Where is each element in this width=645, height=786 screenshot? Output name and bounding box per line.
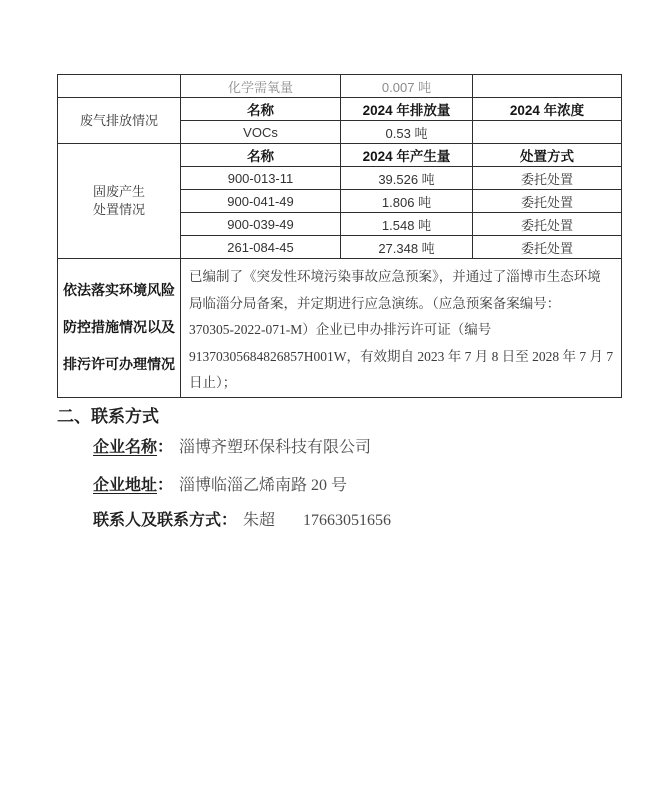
cell-cod-name: 化学需氧量	[181, 75, 341, 98]
header-wastegas-amount: 2024 年排放量	[341, 98, 473, 121]
cell-waste-amount: 27.348 吨	[341, 236, 473, 259]
section-label-solid-waste-line2: 处置情况	[92, 202, 145, 217]
contact-person-phone: 17663051656	[303, 512, 392, 529]
contact-section-heading: 二、联系方式	[57, 407, 159, 426]
header-wastegas-name: 名称	[181, 98, 341, 121]
cell-waste-method: 委托处置	[473, 213, 622, 236]
company-name-colon: ：	[157, 439, 174, 456]
table-row-risk-compliance	[58, 259, 622, 398]
cell-waste-method: 委托处置	[473, 190, 622, 213]
table-row-wastegas-header	[58, 98, 622, 121]
cell-vocs-name: VOCs	[181, 121, 341, 144]
company-address-line	[93, 472, 347, 495]
header-solidwaste-amount: 2024 年产生量	[341, 144, 473, 167]
risk-paragraph-line5: 日止）；	[189, 375, 237, 390]
risk-compliance-paragraph	[181, 259, 622, 398]
header-solidwaste-name: 名称	[181, 144, 341, 167]
risk-label-line2: 防控措施情况以及	[63, 319, 175, 336]
company-address-value: 淄博临淄乙烯南路 20 号	[179, 477, 348, 494]
risk-paragraph-line1: 已编制了《突发性环境污染事故应急预案》，并通过了淄博市生态环境	[189, 269, 601, 284]
cell-waste-code: 261-084-45	[181, 236, 341, 259]
risk-paragraph-line3: 370305-2022-071-M）企业已申办排污许可证（编号	[189, 322, 492, 337]
cell-empty-section	[58, 75, 181, 98]
cell-waste-amount: 1.548 吨	[341, 213, 473, 236]
risk-paragraph-line2: 局临淄分局备案，并定期进行应急演练。（应急预案备案编号：	[189, 295, 561, 311]
risk-label-line3: 排污许可办理情况	[63, 356, 175, 373]
table-row-solidwaste-header	[58, 144, 622, 167]
company-name-line	[93, 434, 371, 457]
company-name-label: 企业名称	[93, 439, 158, 456]
company-name-value: 淄博齐塑环保科技有限公司	[179, 439, 372, 456]
contact-person-colon: ：	[221, 512, 238, 529]
cell-cod-amount: 0.007 吨	[341, 75, 473, 98]
cell-vocs-concentration	[473, 121, 622, 144]
table-row-cod	[58, 75, 622, 98]
contact-person-label: 联系人及联系方式	[93, 512, 222, 529]
cell-waste-code: 900-039-49	[181, 213, 341, 236]
section-label-waste-gas: 废气排放情况	[58, 98, 181, 144]
header-solidwaste-method: 处置方式	[473, 144, 622, 167]
environmental-info-table	[57, 74, 622, 398]
cell-waste-method: 委托处置	[473, 236, 622, 259]
cell-waste-code: 900-013-11	[181, 167, 341, 190]
contact-person-line	[93, 507, 391, 530]
cell-cod-concentration	[473, 75, 622, 98]
cell-vocs-amount: 0.53 吨	[341, 121, 473, 144]
risk-paragraph-line4: 91370305684826857H001W，有效期自 2023 年 7 月 8 日至 2028 年 7 月 7	[189, 348, 614, 364]
contact-person-name: 朱超	[243, 512, 276, 529]
risk-label-line1: 依法落实环境风险	[63, 282, 175, 299]
cell-waste-method: 委托处置	[473, 167, 622, 190]
section-label-solid-waste	[58, 144, 181, 259]
header-wastegas-concentration: 2024 年浓度	[473, 98, 622, 121]
cell-waste-amount: 1.806 吨	[341, 190, 473, 213]
company-address-label: 企业地址	[93, 477, 158, 494]
section-label-solid-waste-line1: 固废产生	[92, 184, 145, 199]
section-label-risk-compliance	[58, 259, 181, 398]
cell-waste-code: 900-041-49	[181, 190, 341, 213]
company-address-colon: ：	[157, 477, 174, 494]
cell-waste-amount: 39.526 吨	[341, 167, 473, 190]
